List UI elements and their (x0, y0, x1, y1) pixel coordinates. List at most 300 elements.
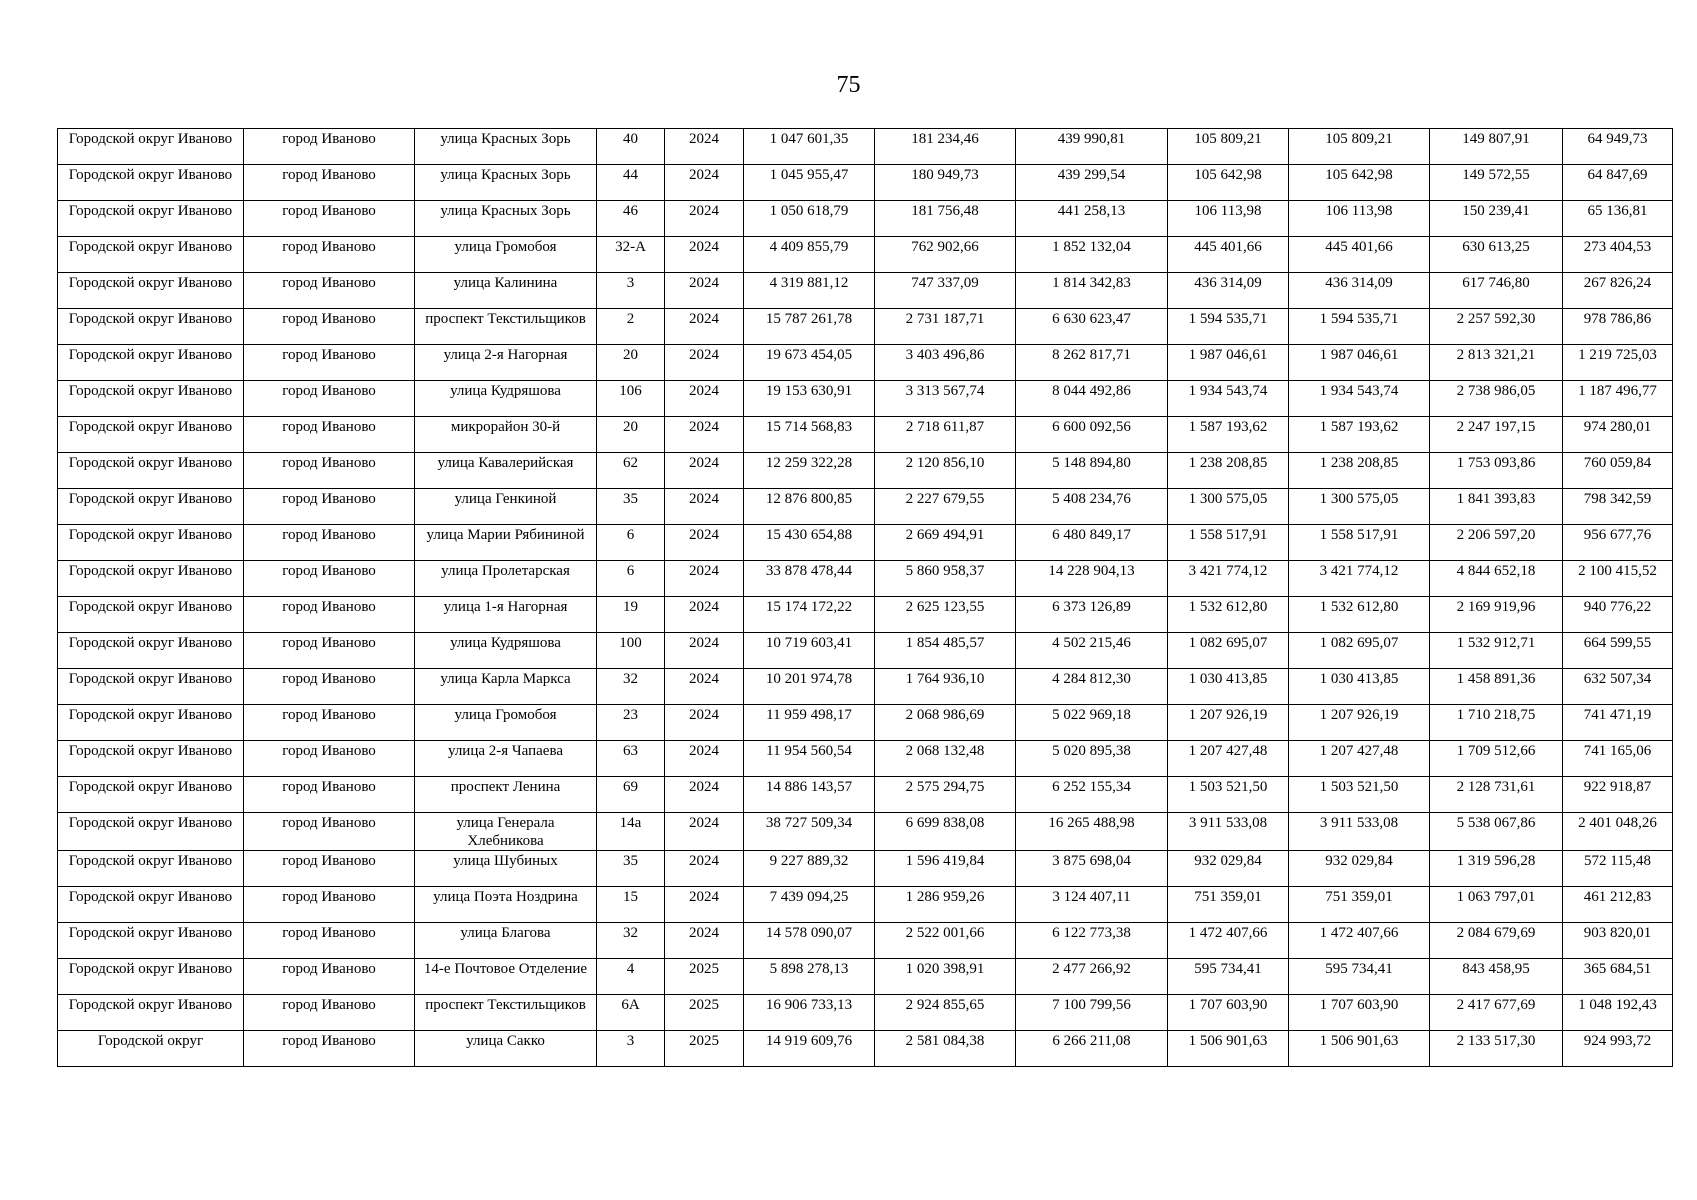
municipality-cell: Городской округ Иваново (58, 995, 244, 1031)
municipality-cell: Городской округ Иваново (58, 813, 244, 851)
street-cell: улица Красных Зорь (415, 129, 597, 165)
street-cell: улица Красных Зорь (415, 201, 597, 237)
cost-part-3-cell: 595 734,41 (1168, 959, 1289, 995)
table-row (58, 489, 1673, 525)
cost-part-6-cell: 940 776,22 (1563, 597, 1673, 633)
cost-part-6-cell: 903 820,01 (1563, 923, 1673, 959)
cost-part-1-cell: 2 924 855,65 (875, 995, 1016, 1031)
municipality-cell: Городской округ Иваново (58, 345, 244, 381)
table-row (58, 273, 1673, 309)
cost-part-3-cell: 105 809,21 (1168, 129, 1289, 165)
year-cell: 2024 (665, 705, 744, 741)
municipality-cell: Городской округ Иваново (58, 129, 244, 165)
total-cost-cell: 16 906 733,13 (744, 995, 875, 1031)
cost-part-2-cell: 6 480 849,17 (1016, 525, 1168, 561)
cost-part-6-cell: 798 342,59 (1563, 489, 1673, 525)
cost-part-2-cell: 441 258,13 (1016, 201, 1168, 237)
house-number-cell: 106 (597, 381, 665, 417)
locality-cell: город Иваново (244, 1031, 415, 1067)
table-body (58, 129, 1673, 1067)
table-row (58, 669, 1673, 705)
cost-part-4-cell: 106 113,98 (1289, 201, 1430, 237)
table-row (58, 165, 1673, 201)
year-cell: 2024 (665, 851, 744, 887)
locality-cell: город Иваново (244, 813, 415, 851)
year-cell: 2024 (665, 741, 744, 777)
housing-register-table (57, 128, 1673, 1067)
cost-part-2-cell: 439 990,81 (1016, 129, 1168, 165)
cost-part-2-cell: 5 020 895,38 (1016, 741, 1168, 777)
street-cell: улица Поэта Ноздрина (415, 887, 597, 923)
total-cost-cell: 14 919 609,76 (744, 1031, 875, 1067)
cost-part-1-cell: 1 596 419,84 (875, 851, 1016, 887)
municipality-cell: Городской округ Иваново (58, 453, 244, 489)
cost-part-1-cell: 2 120 856,10 (875, 453, 1016, 489)
municipality-cell: Городской округ Иваново (58, 201, 244, 237)
table-row (58, 741, 1673, 777)
cost-part-1-cell: 2 227 679,55 (875, 489, 1016, 525)
total-cost-cell: 9 227 889,32 (744, 851, 875, 887)
cost-part-3-cell: 1 558 517,91 (1168, 525, 1289, 561)
municipality-cell: Городской округ (58, 1031, 244, 1067)
locality-cell: город Иваново (244, 345, 415, 381)
total-cost-cell: 11 954 560,54 (744, 741, 875, 777)
cost-part-4-cell: 3 421 774,12 (1289, 561, 1430, 597)
cost-part-4-cell: 3 911 533,08 (1289, 813, 1430, 851)
cost-part-4-cell: 1 506 901,63 (1289, 1031, 1430, 1067)
cost-part-2-cell: 8 044 492,86 (1016, 381, 1168, 417)
locality-cell: город Иваново (244, 489, 415, 525)
cost-part-5-cell: 2 133 517,30 (1430, 1031, 1563, 1067)
street-cell: улица Генерала Хлебникова (415, 813, 597, 851)
total-cost-cell: 5 898 278,13 (744, 959, 875, 995)
table-row (58, 129, 1673, 165)
total-cost-cell: 19 673 454,05 (744, 345, 875, 381)
table-row (58, 923, 1673, 959)
locality-cell: город Иваново (244, 201, 415, 237)
house-number-cell: 32 (597, 923, 665, 959)
year-cell: 2024 (665, 453, 744, 489)
cost-part-4-cell: 932 029,84 (1289, 851, 1430, 887)
table-row (58, 561, 1673, 597)
cost-part-1-cell: 2 581 084,38 (875, 1031, 1016, 1067)
year-cell: 2025 (665, 959, 744, 995)
year-cell: 2025 (665, 1031, 744, 1067)
street-cell: улица Калинина (415, 273, 597, 309)
locality-cell: город Иваново (244, 923, 415, 959)
cost-part-3-cell: 106 113,98 (1168, 201, 1289, 237)
cost-part-1-cell: 2 068 986,69 (875, 705, 1016, 741)
year-cell: 2024 (665, 129, 744, 165)
table-row (58, 237, 1673, 273)
house-number-cell: 32 (597, 669, 665, 705)
cost-part-4-cell: 105 809,21 (1289, 129, 1430, 165)
cost-part-1-cell: 1 020 398,91 (875, 959, 1016, 995)
table-row (58, 417, 1673, 453)
cost-part-1-cell: 2 718 611,87 (875, 417, 1016, 453)
table-row (58, 995, 1673, 1031)
cost-part-6-cell: 64 949,73 (1563, 129, 1673, 165)
street-cell: улица Красных Зорь (415, 165, 597, 201)
cost-part-5-cell: 1 841 393,83 (1430, 489, 1563, 525)
cost-part-6-cell: 572 115,48 (1563, 851, 1673, 887)
house-number-cell: 44 (597, 165, 665, 201)
municipality-cell: Городской округ Иваново (58, 561, 244, 597)
cost-part-4-cell: 1 030 413,85 (1289, 669, 1430, 705)
cost-part-4-cell: 1 238 208,85 (1289, 453, 1430, 489)
year-cell: 2024 (665, 417, 744, 453)
house-number-cell: 35 (597, 851, 665, 887)
cost-part-5-cell: 2 084 679,69 (1430, 923, 1563, 959)
house-number-cell: 19 (597, 597, 665, 633)
cost-part-1-cell: 2 068 132,48 (875, 741, 1016, 777)
cost-part-4-cell: 1 594 535,71 (1289, 309, 1430, 345)
cost-part-3-cell: 1 532 612,80 (1168, 597, 1289, 633)
municipality-cell: Городской округ Иваново (58, 597, 244, 633)
cost-part-5-cell: 2 417 677,69 (1430, 995, 1563, 1031)
cost-part-1-cell: 1 854 485,57 (875, 633, 1016, 669)
house-number-cell: 46 (597, 201, 665, 237)
cost-part-3-cell: 1 594 535,71 (1168, 309, 1289, 345)
locality-cell: город Иваново (244, 851, 415, 887)
table-row (58, 381, 1673, 417)
cost-part-5-cell: 843 458,95 (1430, 959, 1563, 995)
cost-part-6-cell: 273 404,53 (1563, 237, 1673, 273)
house-number-cell: 100 (597, 633, 665, 669)
cost-part-5-cell: 149 572,55 (1430, 165, 1563, 201)
table-row (58, 525, 1673, 561)
cost-part-5-cell: 2 128 731,61 (1430, 777, 1563, 813)
street-cell: улица 1-я Нагорная (415, 597, 597, 633)
street-cell: 14-е Почтовое Отделение (415, 959, 597, 995)
table-row (58, 633, 1673, 669)
street-cell: улица Карла Маркса (415, 669, 597, 705)
cost-part-3-cell: 1 987 046,61 (1168, 345, 1289, 381)
year-cell: 2024 (665, 923, 744, 959)
cost-part-3-cell: 1 207 926,19 (1168, 705, 1289, 741)
year-cell: 2024 (665, 525, 744, 561)
cost-part-4-cell: 1 300 575,05 (1289, 489, 1430, 525)
cost-part-3-cell: 1 503 521,50 (1168, 777, 1289, 813)
municipality-cell: Городской округ Иваново (58, 669, 244, 705)
cost-part-4-cell: 1 503 521,50 (1289, 777, 1430, 813)
cost-part-6-cell: 1 219 725,03 (1563, 345, 1673, 381)
cost-part-3-cell: 3 421 774,12 (1168, 561, 1289, 597)
municipality-cell: Городской округ Иваново (58, 923, 244, 959)
cost-part-2-cell: 2 477 266,92 (1016, 959, 1168, 995)
total-cost-cell: 19 153 630,91 (744, 381, 875, 417)
locality-cell: город Иваново (244, 777, 415, 813)
cost-part-4-cell: 1 207 926,19 (1289, 705, 1430, 741)
total-cost-cell: 15 430 654,88 (744, 525, 875, 561)
cost-part-5-cell: 2 206 597,20 (1430, 525, 1563, 561)
cost-part-6-cell: 741 471,19 (1563, 705, 1673, 741)
house-number-cell: 14а (597, 813, 665, 851)
cost-part-1-cell: 1 286 959,26 (875, 887, 1016, 923)
total-cost-cell: 15 174 172,22 (744, 597, 875, 633)
locality-cell: город Иваново (244, 453, 415, 489)
locality-cell: город Иваново (244, 995, 415, 1031)
cost-part-6-cell: 760 059,84 (1563, 453, 1673, 489)
year-cell: 2024 (665, 777, 744, 813)
street-cell: улица 2-я Чапаева (415, 741, 597, 777)
cost-part-3-cell: 1 238 208,85 (1168, 453, 1289, 489)
cost-part-6-cell: 974 280,01 (1563, 417, 1673, 453)
table-row (58, 851, 1673, 887)
cost-part-3-cell: 1 707 603,90 (1168, 995, 1289, 1031)
cost-part-6-cell: 1 187 496,77 (1563, 381, 1673, 417)
total-cost-cell: 4 409 855,79 (744, 237, 875, 273)
house-number-cell: 6 (597, 561, 665, 597)
year-cell: 2024 (665, 345, 744, 381)
cost-part-4-cell: 105 642,98 (1289, 165, 1430, 201)
cost-part-6-cell: 741 165,06 (1563, 741, 1673, 777)
cost-part-2-cell: 6 373 126,89 (1016, 597, 1168, 633)
locality-cell: город Иваново (244, 165, 415, 201)
cost-part-2-cell: 4 502 215,46 (1016, 633, 1168, 669)
street-cell: улица Пролетарская (415, 561, 597, 597)
cost-part-5-cell: 150 239,41 (1430, 201, 1563, 237)
cost-part-3-cell: 105 642,98 (1168, 165, 1289, 201)
cost-part-6-cell: 267 826,24 (1563, 273, 1673, 309)
cost-part-3-cell: 1 506 901,63 (1168, 1031, 1289, 1067)
cost-part-1-cell: 2 669 494,91 (875, 525, 1016, 561)
cost-part-1-cell: 1 764 936,10 (875, 669, 1016, 705)
cost-part-5-cell: 617 746,80 (1430, 273, 1563, 309)
cost-part-2-cell: 5 148 894,80 (1016, 453, 1168, 489)
year-cell: 2024 (665, 887, 744, 923)
municipality-cell: Городской округ Иваново (58, 851, 244, 887)
cost-part-4-cell: 1 207 427,48 (1289, 741, 1430, 777)
year-cell: 2024 (665, 597, 744, 633)
house-number-cell: 15 (597, 887, 665, 923)
table-row (58, 813, 1673, 851)
total-cost-cell: 15 787 261,78 (744, 309, 875, 345)
cost-part-1-cell: 5 860 958,37 (875, 561, 1016, 597)
cost-part-1-cell: 181 234,46 (875, 129, 1016, 165)
cost-part-1-cell: 180 949,73 (875, 165, 1016, 201)
table-row (58, 1031, 1673, 1067)
house-number-cell: 4 (597, 959, 665, 995)
cost-part-3-cell: 932 029,84 (1168, 851, 1289, 887)
locality-cell: город Иваново (244, 417, 415, 453)
house-number-cell: 32-А (597, 237, 665, 273)
total-cost-cell: 11 959 498,17 (744, 705, 875, 741)
municipality-cell: Городской округ Иваново (58, 489, 244, 525)
table-row (58, 453, 1673, 489)
municipality-cell: Городской округ Иваново (58, 741, 244, 777)
cost-part-6-cell: 2 401 048,26 (1563, 813, 1673, 851)
total-cost-cell: 1 047 601,35 (744, 129, 875, 165)
cost-part-6-cell: 365 684,51 (1563, 959, 1673, 995)
locality-cell: город Иваново (244, 959, 415, 995)
cost-part-6-cell: 461 212,83 (1563, 887, 1673, 923)
total-cost-cell: 12 259 322,28 (744, 453, 875, 489)
municipality-cell: Городской округ Иваново (58, 887, 244, 923)
cost-part-4-cell: 445 401,66 (1289, 237, 1430, 273)
total-cost-cell: 33 878 478,44 (744, 561, 875, 597)
street-cell: улица Громобоя (415, 237, 597, 273)
table-row (58, 597, 1673, 633)
locality-cell: город Иваново (244, 741, 415, 777)
cost-part-3-cell: 1 300 575,05 (1168, 489, 1289, 525)
locality-cell: город Иваново (244, 887, 415, 923)
cost-part-2-cell: 16 265 488,98 (1016, 813, 1168, 851)
cost-part-5-cell: 1 458 891,36 (1430, 669, 1563, 705)
street-cell: улица Шубиных (415, 851, 597, 887)
cost-part-5-cell: 1 710 218,75 (1430, 705, 1563, 741)
municipality-cell: Городской округ Иваново (58, 705, 244, 741)
cost-part-4-cell: 595 734,41 (1289, 959, 1430, 995)
table-row (58, 777, 1673, 813)
locality-cell: город Иваново (244, 381, 415, 417)
cost-part-2-cell: 1 852 132,04 (1016, 237, 1168, 273)
total-cost-cell: 10 719 603,41 (744, 633, 875, 669)
cost-part-3-cell: 436 314,09 (1168, 273, 1289, 309)
cost-part-1-cell: 2 522 001,66 (875, 923, 1016, 959)
municipality-cell: Городской округ Иваново (58, 525, 244, 561)
house-number-cell: 40 (597, 129, 665, 165)
cost-part-3-cell: 445 401,66 (1168, 237, 1289, 273)
table-row (58, 309, 1673, 345)
municipality-cell: Городской округ Иваново (58, 417, 244, 453)
cost-part-3-cell: 1 207 427,48 (1168, 741, 1289, 777)
locality-cell: город Иваново (244, 633, 415, 669)
year-cell: 2024 (665, 669, 744, 705)
cost-part-2-cell: 6 630 623,47 (1016, 309, 1168, 345)
cost-part-6-cell: 922 918,87 (1563, 777, 1673, 813)
municipality-cell: Городской округ Иваново (58, 777, 244, 813)
municipality-cell: Городской округ Иваново (58, 633, 244, 669)
year-cell: 2024 (665, 237, 744, 273)
year-cell: 2024 (665, 165, 744, 201)
year-cell: 2024 (665, 309, 744, 345)
cost-part-3-cell: 1 934 543,74 (1168, 381, 1289, 417)
year-cell: 2024 (665, 561, 744, 597)
table-row (58, 705, 1673, 741)
cost-part-3-cell: 3 911 533,08 (1168, 813, 1289, 851)
cost-part-1-cell: 2 731 187,71 (875, 309, 1016, 345)
locality-cell: город Иваново (244, 129, 415, 165)
page-number: 75 (836, 72, 861, 98)
street-cell: улица 2-я Нагорная (415, 345, 597, 381)
cost-part-2-cell: 6 266 211,08 (1016, 1031, 1168, 1067)
cost-part-4-cell: 1 472 407,66 (1289, 923, 1430, 959)
cost-part-6-cell: 664 599,55 (1563, 633, 1673, 669)
locality-cell: город Иваново (244, 705, 415, 741)
cost-part-5-cell: 2 247 197,15 (1430, 417, 1563, 453)
locality-cell: город Иваново (244, 273, 415, 309)
street-cell: проспект Ленина (415, 777, 597, 813)
total-cost-cell: 38 727 509,34 (744, 813, 875, 851)
street-cell: проспект Текстильщиков (415, 995, 597, 1031)
cost-part-3-cell: 1 472 407,66 (1168, 923, 1289, 959)
cost-part-1-cell: 2 625 123,55 (875, 597, 1016, 633)
cost-part-1-cell: 747 337,09 (875, 273, 1016, 309)
municipality-cell: Городской округ Иваново (58, 959, 244, 995)
table-row (58, 201, 1673, 237)
locality-cell: город Иваново (244, 525, 415, 561)
street-cell: улица Громобоя (415, 705, 597, 741)
locality-cell: город Иваново (244, 669, 415, 705)
cost-part-5-cell: 2 257 592,30 (1430, 309, 1563, 345)
cost-part-3-cell: 1 030 413,85 (1168, 669, 1289, 705)
cost-part-2-cell: 1 814 342,83 (1016, 273, 1168, 309)
municipality-cell: Городской округ Иваново (58, 165, 244, 201)
cost-part-2-cell: 3 124 407,11 (1016, 887, 1168, 923)
house-number-cell: 3 (597, 273, 665, 309)
cost-part-4-cell: 1 082 695,07 (1289, 633, 1430, 669)
table-row (58, 959, 1673, 995)
cost-part-5-cell: 1 753 093,86 (1430, 453, 1563, 489)
cost-part-6-cell: 1 048 192,43 (1563, 995, 1673, 1031)
municipality-cell: Городской округ Иваново (58, 237, 244, 273)
cost-part-6-cell: 2 100 415,52 (1563, 561, 1673, 597)
cost-part-4-cell: 1 587 193,62 (1289, 417, 1430, 453)
total-cost-cell: 10 201 974,78 (744, 669, 875, 705)
cost-part-4-cell: 751 359,01 (1289, 887, 1430, 923)
cost-part-5-cell: 1 709 512,66 (1430, 741, 1563, 777)
cost-part-3-cell: 1 587 193,62 (1168, 417, 1289, 453)
cost-part-6-cell: 64 847,69 (1563, 165, 1673, 201)
house-number-cell: 20 (597, 345, 665, 381)
house-number-cell: 63 (597, 741, 665, 777)
street-cell: улица Генкиной (415, 489, 597, 525)
cost-part-1-cell: 3 403 496,86 (875, 345, 1016, 381)
cost-part-6-cell: 924 993,72 (1563, 1031, 1673, 1067)
cost-part-2-cell: 5 022 969,18 (1016, 705, 1168, 741)
cost-part-2-cell: 14 228 904,13 (1016, 561, 1168, 597)
cost-part-4-cell: 1 558 517,91 (1289, 525, 1430, 561)
cost-part-5-cell: 1 319 596,28 (1430, 851, 1563, 887)
street-cell: улица Марии Рябининой (415, 525, 597, 561)
cost-part-4-cell: 1 532 612,80 (1289, 597, 1430, 633)
cost-part-2-cell: 439 299,54 (1016, 165, 1168, 201)
street-cell: микрорайон 30-й (415, 417, 597, 453)
cost-part-2-cell: 6 122 773,38 (1016, 923, 1168, 959)
locality-cell: город Иваново (244, 309, 415, 345)
year-cell: 2025 (665, 995, 744, 1031)
locality-cell: город Иваново (244, 561, 415, 597)
cost-part-4-cell: 1 934 543,74 (1289, 381, 1430, 417)
street-cell: улица Кудряшова (415, 633, 597, 669)
cost-part-2-cell: 6 252 155,34 (1016, 777, 1168, 813)
cost-part-3-cell: 751 359,01 (1168, 887, 1289, 923)
locality-cell: город Иваново (244, 597, 415, 633)
cost-part-1-cell: 181 756,48 (875, 201, 1016, 237)
cost-part-4-cell: 436 314,09 (1289, 273, 1430, 309)
cost-part-4-cell: 1 707 603,90 (1289, 995, 1430, 1031)
cost-part-5-cell: 5 538 067,86 (1430, 813, 1563, 851)
total-cost-cell: 1 050 618,79 (744, 201, 875, 237)
total-cost-cell: 4 319 881,12 (744, 273, 875, 309)
year-cell: 2024 (665, 489, 744, 525)
total-cost-cell: 7 439 094,25 (744, 887, 875, 923)
total-cost-cell: 14 578 090,07 (744, 923, 875, 959)
municipality-cell: Городской округ Иваново (58, 273, 244, 309)
cost-part-2-cell: 4 284 812,30 (1016, 669, 1168, 705)
year-cell: 2024 (665, 633, 744, 669)
cost-part-1-cell: 762 902,66 (875, 237, 1016, 273)
house-number-cell: 6 (597, 525, 665, 561)
cost-part-1-cell: 3 313 567,74 (875, 381, 1016, 417)
cost-part-5-cell: 1 063 797,01 (1430, 887, 1563, 923)
cost-part-5-cell: 2 738 986,05 (1430, 381, 1563, 417)
house-number-cell: 69 (597, 777, 665, 813)
street-cell: улица Благова (415, 923, 597, 959)
cost-part-1-cell: 6 699 838,08 (875, 813, 1016, 851)
street-cell: улица Сакко (415, 1031, 597, 1067)
